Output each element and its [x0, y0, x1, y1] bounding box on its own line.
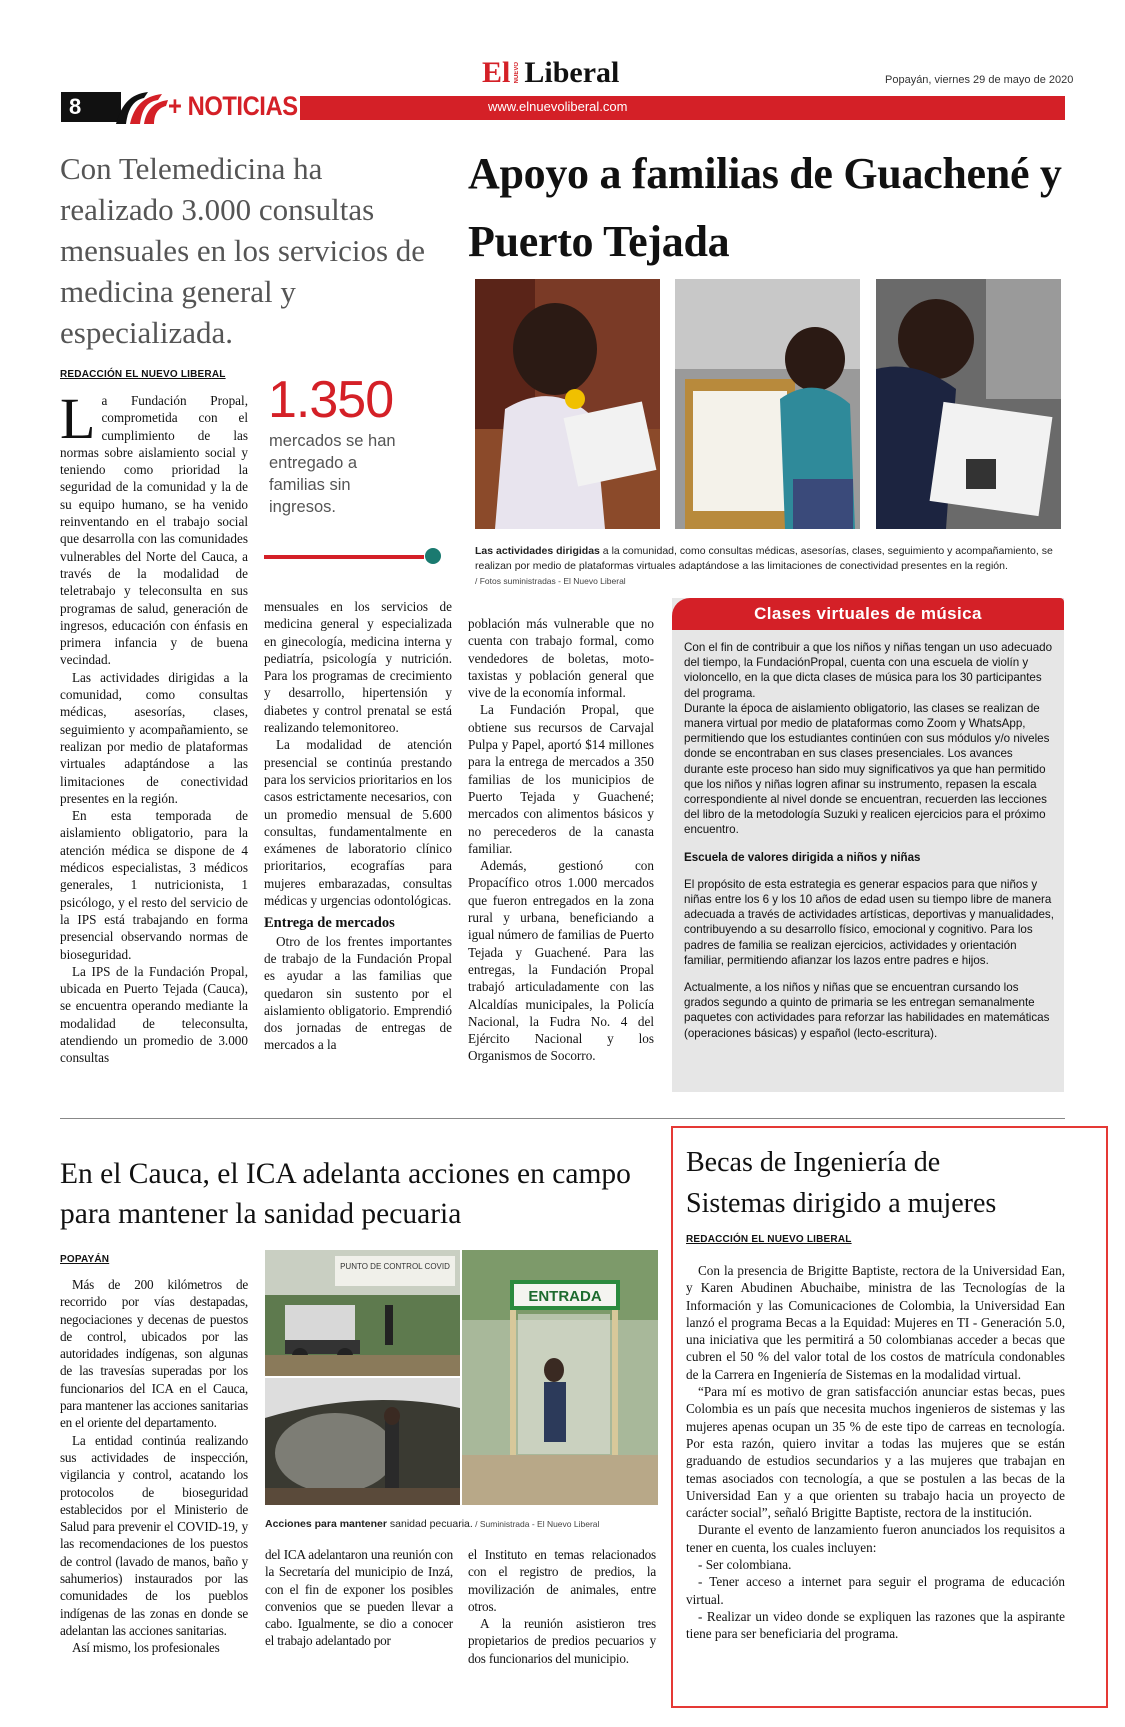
paragraph: Con el fin de contribuir a que los niños y niñas tengan un uso adecuado del tiempo, la FundaciónPropal, cuenta con una escuela de violín y violoncello, en la que dicta clases de música para los 30 participantes del programa.	[684, 641, 1053, 700]
paragraph: La modalidad de atención presencial se continúa prestando para los servicios prioritarios en los casos estrictamente necesarios, con un promedio mensual de 5.600 consultas, fundamentalmente en exámenes de laboratorio clínico prioritarios, ecografías para mujeres embarazadas, consultas médicas y urgencias odontológicas.	[264, 737, 452, 909]
page-number: 8	[61, 92, 121, 122]
stat-dot	[425, 548, 441, 564]
musica-box	[672, 598, 1064, 1092]
logo	[482, 56, 619, 92]
svg-text:ENTRADA: ENTRADA	[528, 1288, 602, 1305]
apoyo-headline: Apoyo a familias de Guachené y Puerto Tejada	[468, 149, 1062, 266]
ica-headline: En el Cauca, el ICA adelanta acciones en campo para mantener la sanidad pecuaria	[60, 1158, 631, 1230]
becas-headline: Becas de Ingeniería de Sistemas dirigido a mujeres	[686, 1147, 997, 1219]
ica-caption	[265, 1518, 660, 1530]
telemedicina-headline: Con Telemedicina ha realizado 3.000 consultas mensuales en los servicios de medicina general y especializada.	[60, 151, 426, 350]
becas-body	[686, 1262, 1065, 1643]
paragraph: a Fundación Propal, comprometida con el cumplimiento de las normas sobre aislamiento social y teniendo como prioridad la seguridad de la comunidad y la de su equipo humano, se ha venido reinventando en el trabajo social que desarrolla con las comunidades vulnerables del Norte del Cauca, a través de la modalidad de teletrabajo y teleconsulta en sus programas de salud, generación de ingresos, educación con énfasis en primera infancia y de buena vecindad.	[60, 393, 248, 668]
photo-child-reading	[475, 279, 660, 529]
paragraph: Actualmente, a los niños y niñas que se encuentran cursando los grados segundo a quinto de primaria se les entregan semanalmente paquetes con actividades para reforzar las habilidades en matemáticas (operaciones básicas) y español (lecto-escritura).	[684, 981, 1050, 1040]
ica-col3	[468, 1546, 656, 1667]
paragraph: Más de 200 kilómetros de recorrido por vías destapadas, negociaciones y decenas de puestos de control, ubicados por las autoridades indígenas, son algunas de las travesías superadas por los funcionarios del ICA en el Cauca, para mantener las acciones sanitarias en el oriente del departamento.	[60, 1277, 248, 1431]
caption-text: sanidad pecuaria.	[386, 1518, 473, 1530]
paragraph: mensuales en los servicios de medicina general y especializada en ginecología, medicina interna y pediatría, psicología y nutrición. Para los programas de crecimiento y desarrollo, hipertensión y diabetes y control prenatal se está realizando telemonitoreo.	[264, 599, 452, 736]
logo-liberal: Liberal	[524, 56, 620, 89]
ica-col1	[60, 1276, 248, 1657]
paragraph: La IPS de la Fundación Propal, ubicada en Puerto Tejada (Cauca), se encuentra operando mediante la modalidad de teleconsulta, atendiendo un promedio de 3.000 consultas	[60, 963, 248, 1066]
caption-text: a la comunidad, como consultas médicas, asesorías, clases, seguimiento y acompañamiento, se realizan por medio de plataformas virtuales adaptándose a las limitaciones de conectividad presentes en la región.	[475, 545, 1053, 572]
logo-el: El	[482, 56, 511, 89]
ica-col2	[265, 1546, 453, 1650]
section-divider	[60, 1118, 1065, 1119]
website: www.elnuevoliberal.com	[488, 99, 628, 114]
caption-credit: / Suministrada - El Nuevo Liberal	[472, 1519, 600, 1529]
photo-entrance	[462, 1250, 658, 1505]
paragraph: En esta temporada de aislamiento obligatorio, para la atención médica se dispone de 4 médicos especialistas, 3 médicos generales, 1 nutricionista, 1 psicólogo, y el resto del servicio de la IPS está trabajando en forma presencial observando normas de bioseguridad.	[60, 808, 248, 962]
paragraph: Así mismo, los profesionales	[72, 1640, 220, 1656]
caption-credit: / Fotos suministradas - El Nuevo Liberal	[475, 576, 626, 586]
musica-box-title: Clases virtuales de música	[754, 604, 982, 623]
subhead: Escuela de valores dirigida a niños y niñas	[684, 850, 921, 864]
section-bar	[300, 96, 1065, 120]
photo-smoke	[265, 1378, 460, 1505]
telemedicina-col2	[264, 598, 452, 1054]
masthead	[0, 0, 1125, 125]
paragraph: Durante la época de aislamiento obligatorio, las clases se realizan de manera virtual por medio de plataformas como Zoom y WhatsApp, permitiendo que los estudiantes continúen con sus módulos y/o niveles donde se encontraban en sus clases presenciales. Los avances durante este proceso han sido muy significativos ya que han permitido que los niños y niñas logren afinar su instrumento, repasen la escala correspondiente al nivel donde se encuentran, recuerden las lecciones del libro de la metodología Suzuki y realicen ejercicios para el próximo encuentro.	[684, 701, 1050, 837]
dateline: Popayán, viernes 29 de mayo de 2020	[885, 74, 1074, 86]
paragraph: Otro de los frentes importantes de trabajo de la Fundación Propal es ayudar a las familias que quedaron sin sustento por el aislamiento obligatorio. Emprendió dos jornadas de entregas de mercados a la	[264, 933, 452, 1053]
telemedicina-byline: REDACCIÓN EL NUEVO LIBERAL	[60, 369, 226, 380]
ica-byline: POPAYÁN	[60, 1254, 110, 1265]
paragraph: Las actividades dirigidas a la comunidad, como consultas médicas, asesorías, clases, seguimiento y acompañamiento, se realizan por medio de plataformas virtuales adaptándose a las limitaciones de conectividad presentes en la región.	[60, 669, 248, 806]
photo-child-writing	[675, 279, 860, 529]
stat-number: 1.350	[268, 371, 394, 429]
paragraph: “Para mí es motivo de gran satisfacción anunciar estas becas, pues Colombia es un país que necesita muchos ingenieros de sistemas y las mujeres apenas ocupan un 35 % de este tipo de carreas en tecnología. Por esta razón, quiero invitar a todas las mujeres que se están graduando de estudios secundarios y a las mujeres que trabajan en temas asociados con tecnología, a que se postulen a las becas de la Universidad Ean y a que orienten su trabajo hacia un proyecto de carácter social”, señaló Brigitte Baptiste, rectora de la institución.	[686, 1384, 1065, 1521]
caption-bold: Acciones para mantener	[265, 1518, 387, 1530]
swoosh-icon	[114, 88, 170, 124]
paragraph: del ICA adelantaron una reunión con la Secretaría del municipio de Inzá, con el fin de exponer los posibles convenios que se pueden llevar a cabo. Igualmente, se dio a conocer el trabajo adelantado por	[265, 1547, 453, 1649]
list-item: - Ser colombiana.	[698, 1557, 792, 1573]
telemedicina-col3	[468, 615, 654, 1065]
paragraph: El propósito de esta estrategia es generar espacios para que niños y niñas entre los 6 y los 10 años de edad usen su tiempo libre de manera adecuada a través de actividades artísticas, deportivas y manualidades, contribuyendo a su desarrollo físico, emocional y cognitivo. Para los padres de familia se realizan ejercicios, actividades y orientación familiar, permitiendo afianzar los lazos entre padres e hijos.	[684, 877, 1054, 967]
photo-control-point	[265, 1250, 460, 1376]
paragraph: el Instituto en temas relacionados con el registro de predios, la movilización de animales, entre otros.	[468, 1547, 656, 1614]
section-label: + NOTICIAS	[168, 91, 298, 121]
list-item: - Tener acceso a internet para seguir el programa de educación virtual.	[686, 1574, 1065, 1607]
stat-rule	[264, 555, 424, 559]
stat-text: mercados se han entregado a familias sin ingresos.	[269, 432, 396, 516]
apoyo-caption	[475, 544, 1065, 589]
paragraph: La Fundación Propal, que obtiene sus recursos de Carvajal Pulpa y Papel, aportó $14 millones para la entrega de mercados a 350 familias de los municipios de Puerto Tejada y Guachené; mercados con alimentos básicos y no perecederos de la canasta familiar.	[468, 702, 654, 856]
photo-child-studying	[876, 279, 1061, 529]
drop-cap: L	[60, 386, 96, 451]
photo-sign-text: PUNTO DE CONTROL COVID	[340, 1262, 450, 1271]
logo-nuevo: NUEVO	[514, 62, 521, 84]
telemedicina-col1	[60, 386, 248, 1067]
paragraph: La entidad continúa realizando sus actividades de inspección, vigilancia y control, acatando los protocolos de bioseguridad establecidos por el Ministerio de Salud para prevenir el COVID-19, y las recomendaciones de los puestos de control (lavado de manos, baño y sahumerios) instaurados por las comunidades de los pueblos indígenas de las zonas en donde se adelantan las acciones sanitarias.	[60, 1432, 248, 1638]
paragraph: Durante el evento de lanzamiento fueron anunciados los requisitos a tener en cuenta, los cuales incluyen:	[686, 1522, 1065, 1555]
becas-byline: REDACCIÓN EL NUEVO LIBERAL	[686, 1234, 852, 1245]
paragraph: Con la presencia de Brigitte Baptiste, rectora de la Universidad Ean, y Karen Abudinen Abuchaibe, ministra de las Tecnologías de la Información y las Comunicaciones de Colombia, la Universidad Ean lanzó el programa Becas a la Equidad: Mujeres en TI - Generación 5.0, una iniciativa que les permitirá a 50 colombianas acceder a becas que cubren el 50 % del valor total de los costos de matrícula condonables de la Carrera en Ingeniería de Sistemas en la modalidad virtual.	[686, 1263, 1065, 1382]
musica-box-body	[684, 640, 1054, 1041]
list-item: - Realizar un video donde se expliquen las razones que la aspirante tiene para ser beneficiaria del programa.	[686, 1608, 1065, 1642]
caption-bold: Las actividades dirigidas	[475, 545, 600, 557]
paragraph: Además, gestionó con Propacífico otros 1.000 mercados que fueron entregados en la zona rural y urbana, beneficiando a igual número de familias de Puerto Tejada y Guachené. Para las entregas, la Fundación Propal trabajó articuladamente con las Alcaldías municipales, la Policía Nacional, la Fudra No. 4 del Ejército Nacional y los Organismos de Socorro.	[468, 858, 654, 1064]
paragraph: población más vulnerable que no cuenta con trabajo formal, como vendedores de boletas, moto-taxistas y población general que vive de la economía informal.	[468, 616, 654, 701]
paragraph: A la reunión asistieron tres propietarios de predios pecuarios y dos funcionarios del municipio.	[468, 1616, 656, 1666]
musica-box-header	[672, 598, 1064, 630]
subhead: Entrega de mercados	[264, 915, 395, 932]
